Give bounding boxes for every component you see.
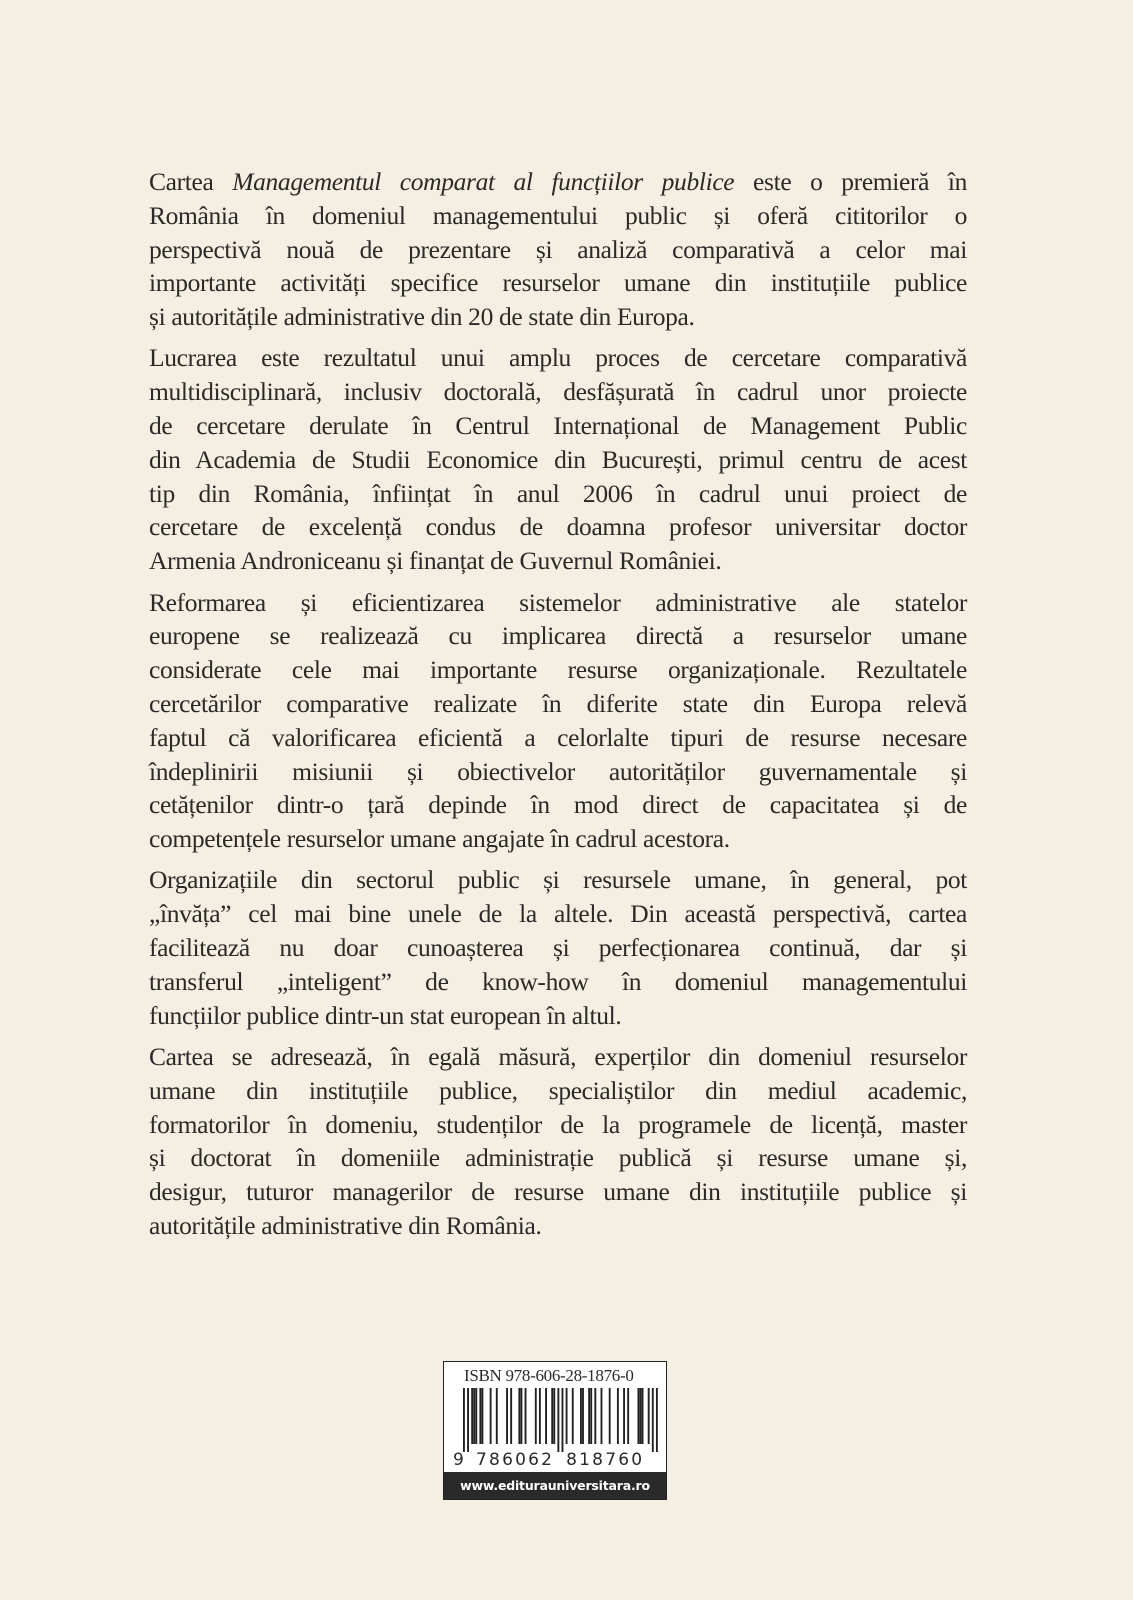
isbn-barcode-block bbox=[443, 1361, 667, 1500]
barcode-bar bbox=[617, 1388, 619, 1444]
text-line: facilitează nu doar cunoașterea și perfecționarea continuă, dar și bbox=[149, 933, 967, 963]
barcode-digits bbox=[453, 1450, 644, 1470]
barcode-bar bbox=[637, 1388, 639, 1444]
barcode-bar bbox=[557, 1388, 559, 1452]
barcode-bar bbox=[539, 1388, 541, 1444]
barcode-left-group: 786062 bbox=[476, 1450, 555, 1470]
barcode-bar bbox=[642, 1388, 644, 1444]
barcode-bar bbox=[553, 1388, 555, 1444]
text-line: îndeplinirii misiunii și obiectivelor autorităților guvernamentale și bbox=[149, 756, 967, 786]
barcode-bar bbox=[580, 1388, 582, 1444]
text-line: desigur, tuturor managerilor de resurse umane din instituțiile publice și bbox=[149, 1177, 967, 1207]
text-line: importante activități specifice resurselor umane din instituțiile publice bbox=[149, 268, 967, 298]
barcode-bar bbox=[535, 1388, 537, 1444]
text-line: România în domeniul managementului public și oferă cititorilor o bbox=[149, 200, 967, 230]
barcode-bar bbox=[562, 1388, 564, 1452]
text-line: umane din instituțiile publice, specialiștilor din mediul academic, bbox=[149, 1075, 967, 1105]
barcode-bar bbox=[572, 1388, 574, 1444]
barcode-bar bbox=[627, 1388, 629, 1444]
barcode-bar bbox=[525, 1388, 527, 1444]
text-line: perspectivă nouă de prezentare și analiză comparativă a celor mai bbox=[149, 234, 967, 264]
barcode-bar bbox=[551, 1388, 553, 1444]
paragraph bbox=[149, 586, 967, 856]
barcode-bar bbox=[648, 1388, 650, 1444]
barcode-bar bbox=[518, 1388, 520, 1444]
text-line: Lucrarea este rezultatul unui amplu proces de cercetare comparativă bbox=[149, 343, 967, 373]
cover-blurb bbox=[149, 165, 967, 1250]
barcode-bar bbox=[463, 1388, 465, 1452]
text-line: din Academia de Studii Economice din București, primul centru de acest bbox=[149, 444, 967, 474]
text-line bbox=[149, 165, 967, 199]
barcode-bar bbox=[479, 1388, 481, 1444]
publisher-website[interactable]: www.editurauniversitara.ro bbox=[444, 1472, 666, 1499]
text-line: Cartea se adresează, în egală măsură, experților din domeniul resurselor bbox=[149, 1041, 967, 1071]
paragraph bbox=[149, 341, 967, 578]
text-line: formatorilor în domeniu, studenților de la programele de licență, master bbox=[149, 1109, 967, 1139]
text-line: europene se realizează cu implicarea directă a resurselor umane bbox=[149, 621, 967, 651]
barcode-bar bbox=[467, 1388, 469, 1452]
barcode-bar bbox=[473, 1388, 475, 1444]
paragraph bbox=[149, 863, 967, 1032]
text-line: transferul „inteligent” de know-how în domeniul managementului bbox=[149, 966, 967, 996]
barcode-first-digit: 9 bbox=[453, 1450, 467, 1470]
text-line: multidisciplinară, inclusiv doctorală, desfășurată în cadrul unor proiecte bbox=[149, 377, 967, 407]
barcode-bar bbox=[506, 1388, 508, 1444]
text-line: tip din România, înființat în anul 2006 în cadrul unui proiect de bbox=[149, 478, 967, 508]
text-line: „învăța” cel mai bine unele de la altele. Din această perspectivă, cartea bbox=[149, 899, 967, 929]
text-line: Armenia Androniceanu și finanțat de Guvernul României. bbox=[149, 546, 722, 576]
barcode-bar bbox=[545, 1388, 547, 1444]
text-segment: Cartea bbox=[149, 167, 233, 196]
text-line: și doctorat în domeniile administrație publică și resurse umane și, bbox=[149, 1143, 967, 1173]
text-line: Reformarea și eficientizarea sistemelor administrative ale statelor bbox=[149, 587, 967, 617]
text-line: competențele resurselor umane angajate în cadrul acestora. bbox=[149, 824, 730, 854]
text-line: de cercetare derulate în Centrul Internațional de Management Public bbox=[149, 411, 967, 441]
text-line: Organizațiile din sectorul public și resursele umane, în general, pot bbox=[149, 865, 967, 895]
barcode-bar bbox=[594, 1388, 596, 1444]
text-line: cercetărilor comparative realizate în diferite state din Europa relevă bbox=[149, 688, 967, 718]
barcode-bar bbox=[588, 1388, 590, 1444]
barcode-bar bbox=[475, 1388, 477, 1444]
barcode-bar bbox=[520, 1388, 522, 1444]
barcode-bar bbox=[490, 1388, 492, 1444]
barcode-bar bbox=[481, 1388, 483, 1444]
barcode-bar bbox=[582, 1388, 584, 1444]
barcode-bar bbox=[656, 1388, 658, 1452]
text-line: funcțiilor publice dintr-un stat european în altul. bbox=[149, 1000, 622, 1030]
barcode-bar bbox=[640, 1388, 642, 1444]
text-line: autoritățile administrative din România. bbox=[149, 1210, 542, 1240]
barcode-bar bbox=[496, 1388, 498, 1444]
barcode-bar bbox=[590, 1388, 592, 1444]
barcode-bar bbox=[652, 1388, 654, 1452]
barcode-bar bbox=[471, 1388, 473, 1444]
paragraph bbox=[149, 1040, 967, 1243]
text-line: considerate cele mai importante resurse organizaționale. Rezultatele bbox=[149, 655, 967, 685]
barcode-bar bbox=[623, 1388, 625, 1444]
barcode-bar bbox=[510, 1388, 512, 1444]
text-line: cercetare de excelență condus de doamna profesor universitar doctor bbox=[149, 512, 967, 542]
barcode-bar bbox=[609, 1388, 611, 1444]
barcode-right-group: 818760 bbox=[566, 1450, 645, 1470]
isbn-label: ISBN 978-606-28-1876-0 bbox=[464, 1366, 634, 1385]
barcode-icon bbox=[454, 1388, 659, 1452]
paragraph bbox=[149, 165, 967, 334]
book-title: Managementul comparat al funcțiilor publice bbox=[232, 167, 735, 196]
text-segment: este o premieră în bbox=[734, 167, 968, 196]
barcode-bar bbox=[566, 1388, 568, 1444]
text-line: și autoritățile administrative din 20 de state din Europa. bbox=[149, 302, 695, 332]
text-line: faptul că valorificarea eficientă a celorlalte tipuri de resurse necesare bbox=[149, 722, 967, 752]
text-line: cetățenilor dintr-o țară depinde în mod direct de capacitatea și de bbox=[149, 790, 967, 820]
barcode-bar bbox=[601, 1388, 603, 1444]
